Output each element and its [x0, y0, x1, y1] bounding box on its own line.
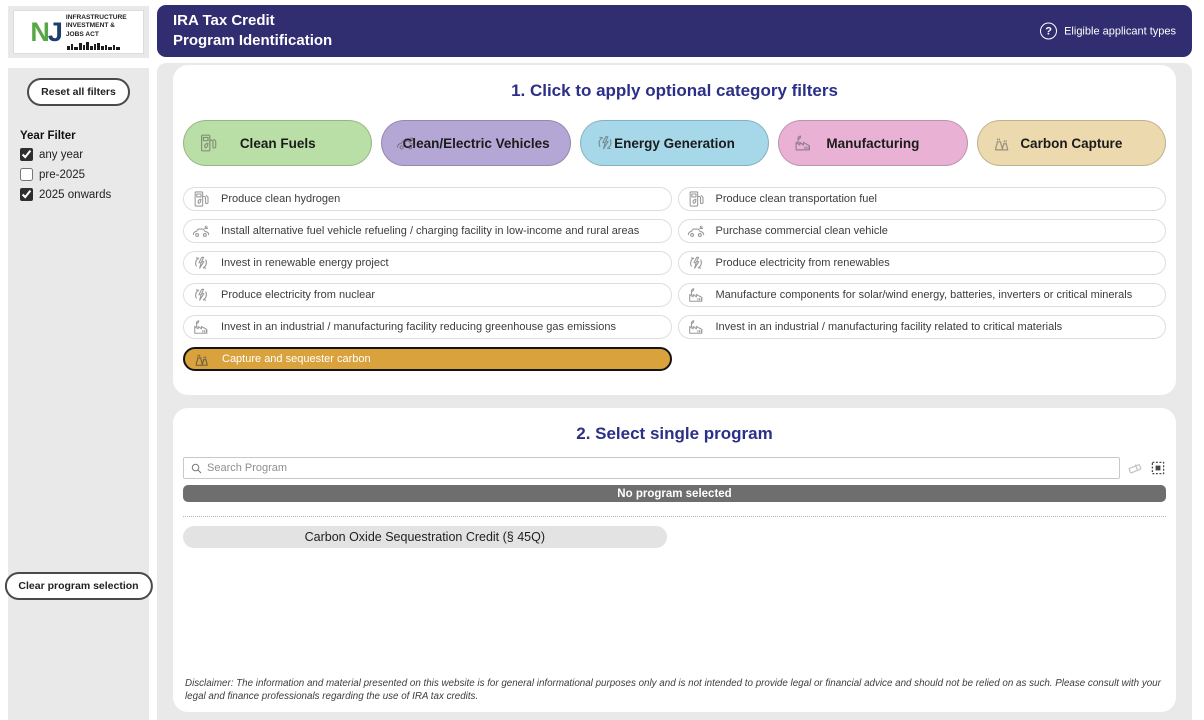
- box-select-icon[interactable]: [1150, 460, 1166, 476]
- filter-pill-columns: [183, 187, 1166, 371]
- filter-pill-column-right: [678, 187, 1167, 371]
- filter-pill-label: Invest in renewable energy project: [221, 257, 389, 269]
- year-option-2025-onwards[interactable]: [20, 188, 149, 201]
- year-filter-label: Year Filter: [20, 130, 76, 142]
- filter-produce-clean-transportation-fuel[interactable]: [678, 187, 1167, 211]
- filter-pill-label: Produce electricity from renewables: [715, 257, 890, 269]
- electric-car-icon: [395, 132, 417, 154]
- filter-pill-label: Produce clean transportation fuel: [715, 193, 877, 205]
- filter-pill-label: Purchase commercial clean vehicle: [715, 225, 888, 237]
- program-search-input[interactable]: [207, 462, 1113, 474]
- filter-pill-label: Capture and sequester carbon: [222, 353, 371, 365]
- year-option-pre-2025[interactable]: [20, 168, 149, 181]
- content-area: [157, 63, 1192, 720]
- filter-produce-electricity-renewables[interactable]: [678, 251, 1167, 275]
- eligible-applicant-types-label: Eligible applicant types: [1064, 25, 1176, 37]
- no-program-selected-banner: No program selected: [183, 485, 1166, 502]
- page-title: [173, 11, 332, 52]
- year-option-any-year[interactable]: [20, 148, 149, 161]
- filter-install-alt-fuel-charging[interactable]: [183, 219, 672, 243]
- program-list: [183, 516, 1166, 548]
- logo-text: [66, 14, 127, 50]
- filter-pill-label: Install alternative fuel vehicle refueling / charging facility in low-income and rural areas: [221, 225, 640, 237]
- filter-sidebar: [8, 68, 149, 720]
- category-manufacturing[interactable]: [778, 120, 967, 166]
- reset-all-filters-button[interactable]: Reset all filters: [27, 78, 130, 106]
- page-title-line2: Program Identification: [173, 32, 333, 49]
- factory-sprout-icon: [191, 317, 211, 337]
- category-label: Carbon Capture: [1020, 135, 1123, 151]
- factory-sprout-icon: [686, 285, 706, 305]
- filter-produce-electricity-nuclear[interactable]: [183, 283, 672, 307]
- year-option-label: any year: [39, 148, 84, 161]
- fuel-pump-icon: [686, 189, 706, 209]
- program-item-carbon-oxide-sequestration[interactable]: Carbon Oxide Sequestration Credit (§ 45Q): [183, 526, 667, 548]
- checkbox-2025-onwards[interactable]: [20, 188, 33, 201]
- program-search-box[interactable]: [183, 457, 1120, 479]
- electric-car-icon: [191, 221, 211, 241]
- renewable-energy-icon: [686, 253, 706, 273]
- electric-car-icon: [686, 221, 706, 241]
- eraser-icon[interactable]: [1127, 460, 1143, 476]
- filter-pill-label: Produce clean hydrogen: [221, 193, 341, 205]
- program-selection-heading: 2. Select single program: [576, 424, 773, 443]
- category-label: Manufacturing: [826, 135, 920, 151]
- logo-block: [8, 6, 149, 58]
- magnifier-icon: [190, 462, 203, 475]
- program-selection-panel: [173, 408, 1176, 712]
- disclaimer-text: Disclaimer: The information and material presented on this website is for general informational purposes only and is not intended to provide legal or financial advice and should not be relied on as such. Please consult with your legal and finance professionals regarding the use of IRA tax credits.: [185, 677, 1161, 703]
- clear-program-selection-button[interactable]: Clear program selection: [4, 572, 152, 600]
- city-skyline-icon: [66, 41, 122, 50]
- checkbox-any-year[interactable]: [20, 148, 33, 161]
- logo-line3: JOBS ACT: [65, 30, 99, 38]
- program-search-row: [183, 457, 1166, 479]
- njdot-iija-logo: [13, 10, 144, 54]
- checkbox-pre-2025[interactable]: [20, 168, 33, 181]
- main-column: [157, 5, 1192, 720]
- filter-invest-renewable-energy[interactable]: [183, 251, 672, 275]
- category-label: Energy Generation: [614, 135, 735, 151]
- year-filter-group: [20, 130, 149, 201]
- logo-line1: INFRASTRUCTURE: [65, 14, 127, 22]
- filter-invest-facility-reducing-ghg[interactable]: [183, 315, 672, 339]
- filter-invest-facility-critical-materials[interactable]: [678, 315, 1167, 339]
- cooling-towers-icon: [991, 132, 1013, 154]
- category-filters-heading: 1. Click to apply optional category filters: [511, 81, 838, 100]
- page-title-line1: IRA Tax Credit: [173, 11, 275, 29]
- renewable-energy-icon: [594, 132, 616, 154]
- renewable-energy-icon: [191, 285, 211, 305]
- filter-pill-label: Invest in an industrial / manufacturing facility reducing greenhouse gas emissions: [221, 321, 616, 333]
- fuel-pump-icon: [191, 189, 211, 209]
- filter-manufacture-components[interactable]: [678, 283, 1167, 307]
- category-label: Clean/Electric Vehicles: [402, 135, 550, 151]
- question-circle-icon: ?: [1040, 23, 1057, 40]
- category-energy-generation[interactable]: [580, 120, 769, 166]
- factory-sprout-icon: [792, 132, 814, 154]
- filter-produce-clean-hydrogen[interactable]: [183, 187, 672, 211]
- eligible-applicant-types-button[interactable]: [1040, 23, 1176, 40]
- category-clean-electric-vehicles[interactable]: [381, 120, 570, 166]
- filter-purchase-commercial-clean-vehicle[interactable]: [678, 219, 1167, 243]
- year-option-label: pre-2025: [39, 168, 86, 181]
- filter-capture-and-sequester-carbon[interactable]: [183, 347, 672, 371]
- category-filters-panel: [173, 65, 1176, 395]
- category-carbon-capture[interactable]: [977, 120, 1166, 166]
- fuel-pump-icon: [197, 132, 219, 154]
- filter-pill-label: Manufacture components for solar/wind energy, batteries, inverters or critical minerals: [715, 289, 1133, 301]
- logo-line2: INVESTMENT &: [65, 22, 115, 30]
- factory-sprout-icon: [686, 317, 706, 337]
- cooling-towers-icon: [192, 349, 212, 369]
- filter-pill-label: Invest in an industrial / manufacturing facility related to critical materials: [715, 321, 1063, 333]
- year-option-label: 2025 onwards: [39, 188, 112, 201]
- filter-pill-column-left: [183, 187, 672, 371]
- category-label: Clean Fuels: [239, 135, 316, 151]
- nj-logo-letters: NJ: [30, 16, 61, 47]
- filter-pill-label: Produce electricity from nuclear: [221, 289, 376, 301]
- renewable-energy-icon: [191, 253, 211, 273]
- app-header: [157, 5, 1192, 57]
- category-buttons-row: [183, 120, 1166, 166]
- category-clean-fuels[interactable]: [183, 120, 372, 166]
